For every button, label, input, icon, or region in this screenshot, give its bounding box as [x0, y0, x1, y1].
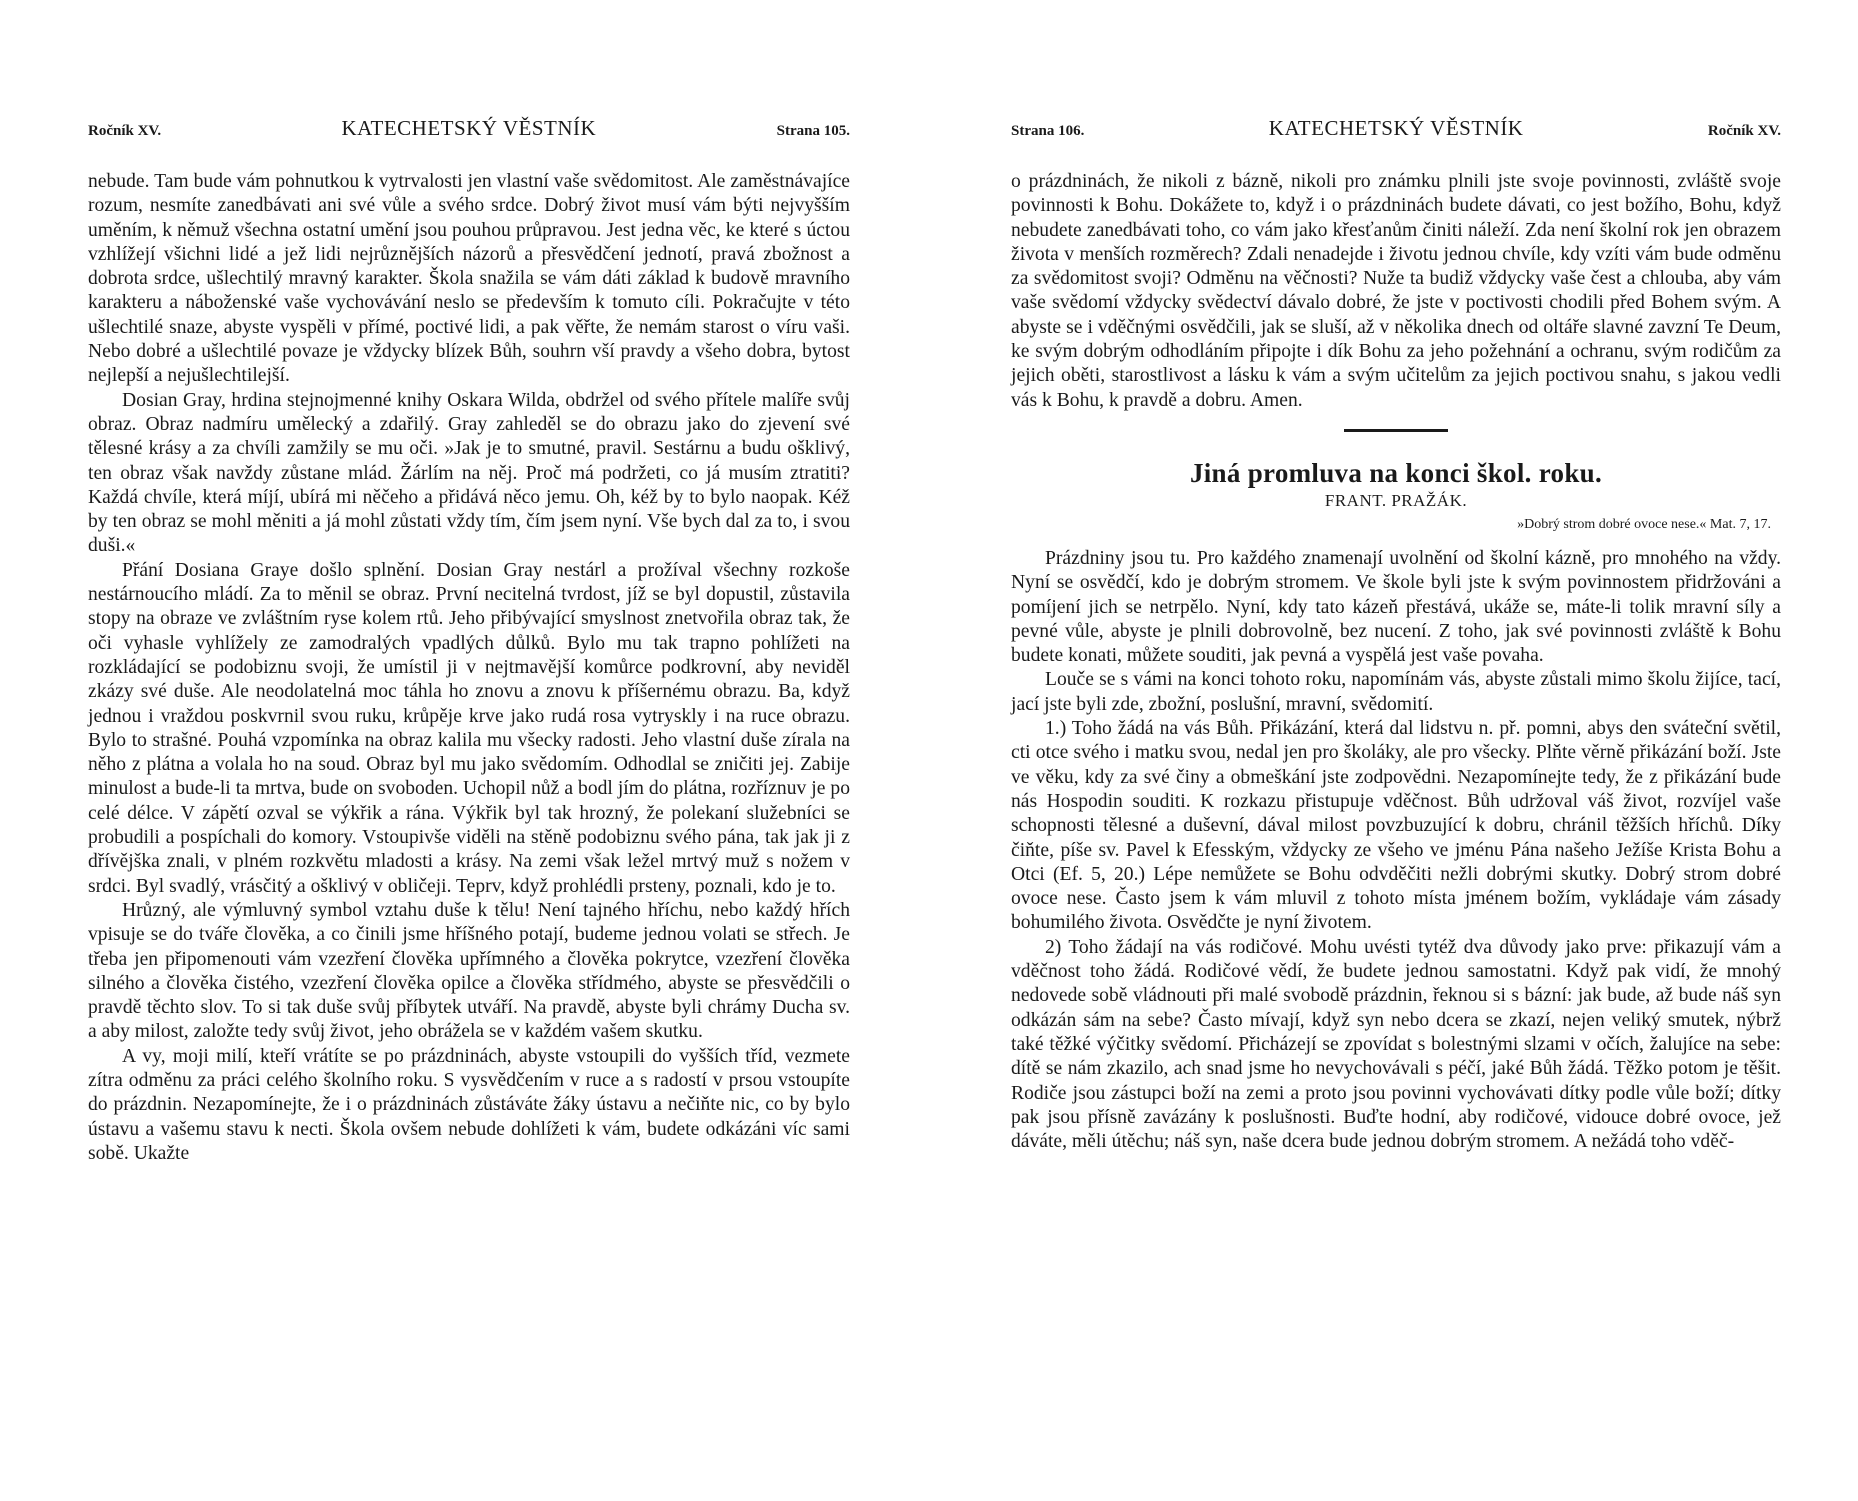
- right-running-header: [1011, 116, 1781, 144]
- article-epigraph: »Dobrý strom dobré ovoce nese.« Mat. 7, 17.: [1517, 516, 1771, 532]
- continuation-paragraph: o prázdninách, že nikoli z bázně, nikoli pro známku plnili jste svoje povinnosti, zvláště svoje povinnosti k Bohu. Dokážete to, když i o prázdninách budete dávati, co jest božího, Bohu, když nebudete zanedbávati toho, co vám jako křesťanům činiti náleží. Zda není školní rok jen obrazem života v menších rozměrech? Zdali nenadejde i životu jednou chvíle, kdy vzíti vám bude odměnu za svědomitost svoji? Odměnu na věčnosti? Nuže ta budiž vždycky vaše čest a chlouba, aby vám vaše svědomí vždycky svědectví dávalo dobré, že jste v poctivosti chodili před Bohem svým. A abyste se i vděčnými osvědčili, jak se sluší, až v několika dnech od oltáře slavné zavzní Te Deum, ke svým dobrým odhodláním připojte i dík Bohu za jeho požehnání a ochranu, svým rodičům za jejich oběti, starostlivost a lásku k vám a svým učitelům za jejich poctivou snahu, s jakou vedli vás k Bohu, k pravdě a dobru. Amen.: [1011, 171, 1781, 411]
- right-page-number: Strana 106.: [1011, 123, 1085, 139]
- left-body-text: [88, 170, 850, 1166]
- right-body-text: [1011, 170, 1781, 1154]
- paragraph: Přání Dosiana Graye došlo splnění. Dosian Gray nestárl a prožíval všechny rozkoše nestárnoucího mládí. Za to měnil se obraz. První necitelná tvrdost, jíž se byl dopustil, zůstavila stopy na obraze ve zvláštním ryse kolem rtů. Jeho přibývající smyslnost znetvořila obraz tak, že oči vyhasle vyhlížely ze zamodralých vpadlých důlků. Bylo mu tak trapno pohlížeti na rozkládající se podobiznu svoji, že umístil ji v nejtmavější komůrce podkrovní, aby neviděl zkázy své duše. Ale neodolatelná moc táhla ho znovu a znovu k příšernému obrazu. Ba, když jednou i vraždou poskvrnil svou ruku, krůpěje krve jako rudá rosa vytryskly i na ruce obrazu. Bylo to strašné. Pouhá vzpomínka na obraz kalila mu všecky radosti. Jeho vlastní duše zírala na něho z plátna a volala ho na soud. Obraz byl mu jako svědomím. Odhodlal se zničiti jej. Zabije minulost a bude-li ta mrtva, bude on svoboden. Uchopil nůž a bodl jím do plátna, rozříznuv je po celé délce. V zápětí ozval se výkřik a rána. Výkřik byl tak hrozný, že polekaní služebníci se probudili a pospíchali do komory. Vstoupivše viděli na stěně podobiznu svého pána, tak jak ji z dřívějška znali, v plném rozkvětu mladosti a krásy. Na zemi však ležel mrtvý muž s nožem v srdci. Byl svadlý, vrásčitý a ošklivý v obličeji. Teprv, když prohlédli prsteny, poznali, kdo je to.: [88, 559, 850, 897]
- paragraph: 2) Toho žádají na vás rodičové. Mohu uvésti tytéž dva důvody jako prve: přikazují vám a vděčnost toho žádá. Rodičové vědí, že budete jednou samostatni. Když pak vidí, že mnohý nedovede sobě vládnouti při malé svobodě prázdnin, řeknou si s bázní: jak bude, až bude náš syn odkázán sám na sebe? Často mívají, když syn nebo dcera se zkazí, nejen veliký smutek, nýbrž také těžké výčitky svědomí. Přicházejí se zpovídat s bolestnými slzami v očích, žalujíce na sebe: dítě se nám zkazilo, ach snad jsme ho nevychovávali s péčí, jaké Bůh žádá. Těžko potom je těšit. Rodiče jsou zástupci boží na zemi a proto jsou povinni vychovávati dítky podle vůle boží; dítky pak jsou přísně zavázány k poslušnosti. Buďte hodní, aby rodičové, vidouce dobré ovoce, jež dáváte, měli útěchu; náš syn, naše dcera bude jednou dobrým stromem. A nežádá toho vděč-: [1011, 936, 1781, 1153]
- paragraph: nebude. Tam bude vám pohnutkou k vytrvalosti jen vlastní vaše svědomitost. Ale zaměstnávajíce rozum, nesmíte zanedbávati ani své vůle a svého srdce. Dobrý život musí vám býti nejvyšším uměním, k němuž všechna ostatní umění jsou pouhou průpravou. Jest jedna věc, ke které s úctou vzhlížejí všichni lidé a jež lidi nejrůznějších názorů a přesvědčení jednotí, pravá zbožnost a dobrota srdce, ušlechtilý mravný karakter. Škola snažila se vám dáti základ k budově mravního karakteru a náboženské vaše vychovávání neslo se především k tomuto cíli. Pokračujte v této ušlechtilé snaze, abyste vyspěli v přímé, poctivé lidi, a pak věřte, že nemám starost o víru vaši. Nebo dobré a ušlechtilé povaze je vždycky blízek Bůh, souhrn vší pravdy a všeho dobra, bytost nejlepší a nejušlechtilejší.: [88, 171, 850, 387]
- left-page-number: Strana 105.: [776, 123, 850, 139]
- section-divider: [1344, 429, 1448, 432]
- paragraph: Hrůzný, ale výmluvný symbol vztahu duše k tělu! Není tajného hříchu, nebo každý hřích vpisuje se do tváře člověka, a co činili jsme hříšného potají, budeme jednou volati se střech. Je třeba jen připomenouti vám vzezření člověka upřímného a člověka pokrytce, vzezření člověka silného a člověka čistého, vzezření člověka opilce a člověka střídmého, abyste se přesvědčili o pravdě těchto slov. To si tak duše svůj příbytek utváří. Na pravdě, abyste byli chrámy Ducha sv. a aby milost, založte tedy svůj život, jeho obrážela se v každém vašem skutku.: [88, 899, 850, 1043]
- left-running-header: [88, 116, 850, 144]
- paragraph: Louče se s vámi na konci tohoto roku, napomínám vás, abyste zůstali mimo školu žijíce, tací, jací jste byli zde, zbožní, poslušní, mravní, svědomití.: [1011, 669, 1781, 715]
- paragraph: Dosian Gray, hrdina stejnojmenné knihy Oskara Wilda, obdržel od svého přítele malíře svůj obraz. Obraz nadmíru umělecký a zdařilý. Gray zahleděl se do obrazu jako do zjevení své tělesné krásy a za chvíli zamžily se mu oči. »Jak je to smutné, pravil. Sestárnu a budu ošklivý, ten obraz však navždy zůstane mlád. Žárlím na něj. Proč má podržeti, co já musím ztratiti? Každá chvíle, která míjí, ubírá mi něčeho a přidává něco jemu. Oh, kéž by to bylo naopak. Kéž by ten obraz se mohl měniti a já mohl zůstati vždy tím, čím jsem nyní. Vše bych dal za to, i svou duši.«: [88, 389, 850, 557]
- right-page: [929, 0, 1858, 1501]
- paragraph: A vy, moji milí, kteří vrátíte se po prázdninách, abyste vstoupili do vyšších tříd, vezmete zítra odměnu za práci celého školního roku. S vysvědčením v ruce a s radostí v prsou vstoupíte do prázdnin. Nezapomínejte, že i o prázdninách zůstáváte žáky ústavu a nečiňte nic, co by bylo ústavu a vašemu stavu k necti. Škola ovšem nebude dohlížeti k vám, budete odkázáni víc sami sobě. Ukažte: [88, 1045, 850, 1164]
- right-journal-title: KATECHETSKÝ VĚSTNÍK: [1268, 116, 1524, 140]
- left-volume-label: Ročník XV.: [88, 123, 162, 139]
- article-author: FRANT. PRAŽÁK.: [1324, 490, 1468, 510]
- left-journal-title: KATECHETSKÝ VĚSTNÍK: [341, 116, 597, 140]
- article-title: Jiná promluva na konci škol. roku.: [1189, 457, 1603, 488]
- paragraph: Prázdniny jsou tu. Pro každého znamenají uvolnění od školní kázně, pro mnohého na vždy. Nyní se osvědčí, kdo je dobrým stromem. Ve škole byli jste k svým povinnostem přidržováni a pomíjení jich se netrpělo. Nyní, kdy tato kázeň přestává, ukáže se, máte-li tolik mravní síly a pevné vůle, abyste je plnili dobrovolně, bez nucení. Z toho, jak své povinnosti zvláště k Bohu budete konati, můžete souditi, jak pevná a vyspělá jest vaše povaha.: [1011, 547, 1781, 667]
- paragraph: 1.) Toho žádá na vás Bůh. Přikázání, která dal lidstvu n. př. pomni, abys den sváteční světil, cti otce svého i matku svou, nedal jen pro školáky, ale pro všecky. Plňte věrně přikázání boží. Jste ve věku, kdy za své činy a obmeškání jste zodpovědni. Nezapomínejte tedy, že z přikázání bude nás Hospodin souditi. K rozkazu přistupuje vděčnost. Bůh udržoval váš život, rozvíjel vaše schopnosti tělesné a duševní, dával milost povzbuzující k dobru, chránil těžších hříchů. Díky čiňte, píše sv. Pavel k Efesským, vždycky ze všeho ve jménu Pána našeho Ježíše Krista Bohu a Otci (Ef. 5, 20.) Lépe nemůžete se Bohu odvděčiti nežli dobrými skutky. Dobrý strom dobré ovoce nese. Často jsem k vám mluvil z tohoto místa jménem božím, vykládaje vám zásady bohumilého života. Osvědčte je nyní životem.: [1011, 718, 1781, 934]
- right-volume-label: Ročník XV.: [1707, 123, 1781, 139]
